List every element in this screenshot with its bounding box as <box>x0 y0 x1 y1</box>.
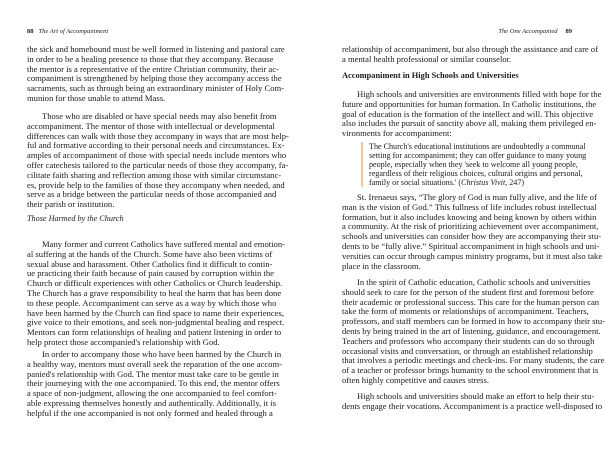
text-line: goal of education is the formation of the intellect and will. This objective <box>342 108 594 119</box>
text-line: have been harmed by the Church can find space to name their experiences, <box>27 307 284 318</box>
text-line: Those who are disabled or have special needs may also benefit from <box>42 111 277 121</box>
text-line: High schools and universities are environments filled with hope for the <box>357 89 602 99</box>
text-line: schools and universities can consider how they are accompanying their stu- <box>342 231 602 242</box>
left-page <box>0 0 300 450</box>
section-heading: Accompaniment in High Schools and Universities <box>342 71 519 80</box>
quote-line: regardless of their religious choices, cultural origins and personal, <box>369 169 583 178</box>
text-line: professors, and staff members can be formed in how to accompany their stu- <box>342 316 605 327</box>
paragraph <box>27 349 283 419</box>
text-line: Teachers and professors who accompany their students can do so through <box>342 335 595 346</box>
text-line: their academic or professional success. This care for the human person can <box>342 296 600 307</box>
text-line: The Church has a grave responsibility to heal the harm that has been done <box>27 287 282 298</box>
text-line: dents to be “fully alive.” Spiritual accompaniment in high schools and uni- <box>342 240 600 251</box>
section-heading: Those Harmed by the Church <box>27 214 124 223</box>
paragraph <box>27 44 285 104</box>
paragraph <box>342 44 599 65</box>
text-line: the mentor is a representative of the entire Christian community, their ac- <box>27 63 279 74</box>
citation-title: Christus Vivit <box>461 178 506 187</box>
text-line: give voice to their emotions, and seek non-judgmental healing and respect. <box>27 317 285 328</box>
text-line: dents engage their vocations. Accompaniment is a practice well-disposed to <box>342 400 603 411</box>
paragraph <box>27 239 286 348</box>
text-line: Mentors can form relationships of healing and patient listening in order to <box>27 327 282 338</box>
text-line: dents by being trained in the art of listening, guidance, and encouragement. <box>342 325 601 336</box>
text-line: sacraments, such as through being an extraordinary minister of Holy Com- <box>27 83 285 94</box>
text-line: place in the classroom. <box>342 260 421 271</box>
page-number: 88 <box>27 28 34 35</box>
text-line: sexual abuse and harassment. Other Catholics find it difficult to contin- <box>27 258 273 269</box>
quote-line <box>369 178 574 187</box>
text-line: offer catechesis tailored to the particular needs of those they accompany, fa- <box>27 159 289 170</box>
right-page <box>300 0 605 450</box>
paragraph <box>342 89 602 139</box>
text-line: often highly competitive and causes stress. <box>342 374 490 385</box>
text-line: relationship of accompaniment, but also through the assistance and care of <box>342 44 599 54</box>
text-line: serve as a bridge between the particular needs of those accompanied and <box>27 189 277 200</box>
paragraph <box>27 111 289 210</box>
text-line: In order to accompany those who have been harmed by the Church in <box>42 349 282 359</box>
text-line: of a teacher or professor brings humanity to the school environment that is <box>342 365 599 376</box>
text-line: a mental health professional or similar counselor. <box>342 53 512 64</box>
text-line: their journeying with the one accompanied. To this end, the mentor offers <box>27 378 280 389</box>
running-header <box>498 28 572 35</box>
text-line: man is the vision of God.” This fullness of life includes robust intellectual <box>342 201 597 212</box>
text-line: the sick and homebound must be well formed in listening and pastoral care <box>27 44 285 54</box>
text-line: to these people. Accompaniment can serve as a way by which those who <box>27 297 277 308</box>
text-line: Church or difficult experiences with other Catholics or Church leadership. <box>27 278 283 289</box>
text-line: ful and formative according to their personal needs and circumstances. Ex- <box>27 140 285 151</box>
text-line: munion for those unable to attend Mass. <box>27 92 166 103</box>
text-line: in order to be a healing presence to those that they accompany. Because <box>27 53 274 64</box>
text-line: accompaniment. The mentor of those with intellectual or developmental <box>27 120 275 131</box>
paragraph <box>342 192 603 271</box>
text-line: differences can walk with those they accompany in ways that are most help- <box>27 130 289 141</box>
running-header <box>27 28 108 35</box>
text-line: amples of accompaniment of those with special needs include mentors who <box>27 150 287 161</box>
text-line: occasional visits and conversation, or through an established relationship <box>342 345 593 356</box>
text-line: a healthy way, mentors must overall seek the reparation of the one accom- <box>27 358 283 369</box>
running-head-title: The Art of Accompaniment <box>38 28 109 35</box>
quote-line: people, especially when they 'seek to welcome all young people, <box>369 160 578 169</box>
text-line: ue practicing their faith because of pain caused by corruption within the <box>27 268 274 279</box>
text-line: High schools and universities should make an effort to help their stu- <box>357 391 595 401</box>
text-line: should seek to care for the person of the student first and foremost before <box>342 286 594 297</box>
text-line: al suffering at the hands of the Church. Some have also been victims of <box>27 248 273 259</box>
text-line: vironments for accompaniment: <box>342 128 452 139</box>
running-head-title: The One Accompanied <box>498 28 558 35</box>
quote-line: setting for accompaniment; they can offer guidance to many young <box>369 151 587 160</box>
text-line: es, provide help to the families of those they accompany when needed, and <box>27 179 285 190</box>
text-line: In the spirit of Catholic education, Catholic schools and universities <box>357 277 591 287</box>
text-line: take the form of moments or relationships of accompaniment. Teachers, <box>342 306 589 317</box>
paragraph <box>342 391 603 412</box>
quote-line: The Church's educational institutions are undoubtedly a communal <box>369 142 586 151</box>
page-number: 89 <box>565 28 572 35</box>
text-line: versities can occur through campus ministry programs, but it must also take <box>342 250 603 261</box>
quote-text: family or social situations.' ( <box>369 178 462 187</box>
text-line: a community. At the risk of prioritizing achievement over accompaniment, <box>342 221 599 232</box>
paragraph <box>342 277 605 386</box>
text-line: cilitate faith sharing and reflection among those with similar circumstanc- <box>27 169 282 180</box>
text-line: St. Irenaeus says, “The glory of God is man fully alive, and the life of <box>357 192 597 202</box>
text-line: Many former and current Catholics have suffered mental and emotion- <box>42 239 286 249</box>
text-line: helpful if the one accompanied is not only formed and healed through a <box>27 407 273 418</box>
text-line: their parish or institution. <box>27 199 115 210</box>
text-line: that involves a periodic meetings and check-ins. For many students, the care <box>342 355 605 366</box>
text-line: a space of non-judgment, allowing the one accompanied to feel comfort- <box>27 388 277 399</box>
text-line: help protect those accompanied's relationship with God. <box>27 336 220 347</box>
text-line: future and opportunities for human formation. In Catholic institutions, the <box>342 98 597 109</box>
block-quote <box>361 142 587 187</box>
text-line: able expressing themselves honestly and authentically. Additionally, it is <box>27 397 277 408</box>
citation-reference: , 247) <box>505 178 525 187</box>
text-line: panied's relationship with God. The mentor must take care to be gentle in <box>27 368 279 379</box>
text-line: also includes the pursuit of sanctity above all, making them privileged en- <box>342 118 597 129</box>
text-line: companiment is strengthened by helping those they accompany access the <box>27 73 282 84</box>
text-line: formation, but it also includes knowing and being known by others within <box>342 211 597 222</box>
